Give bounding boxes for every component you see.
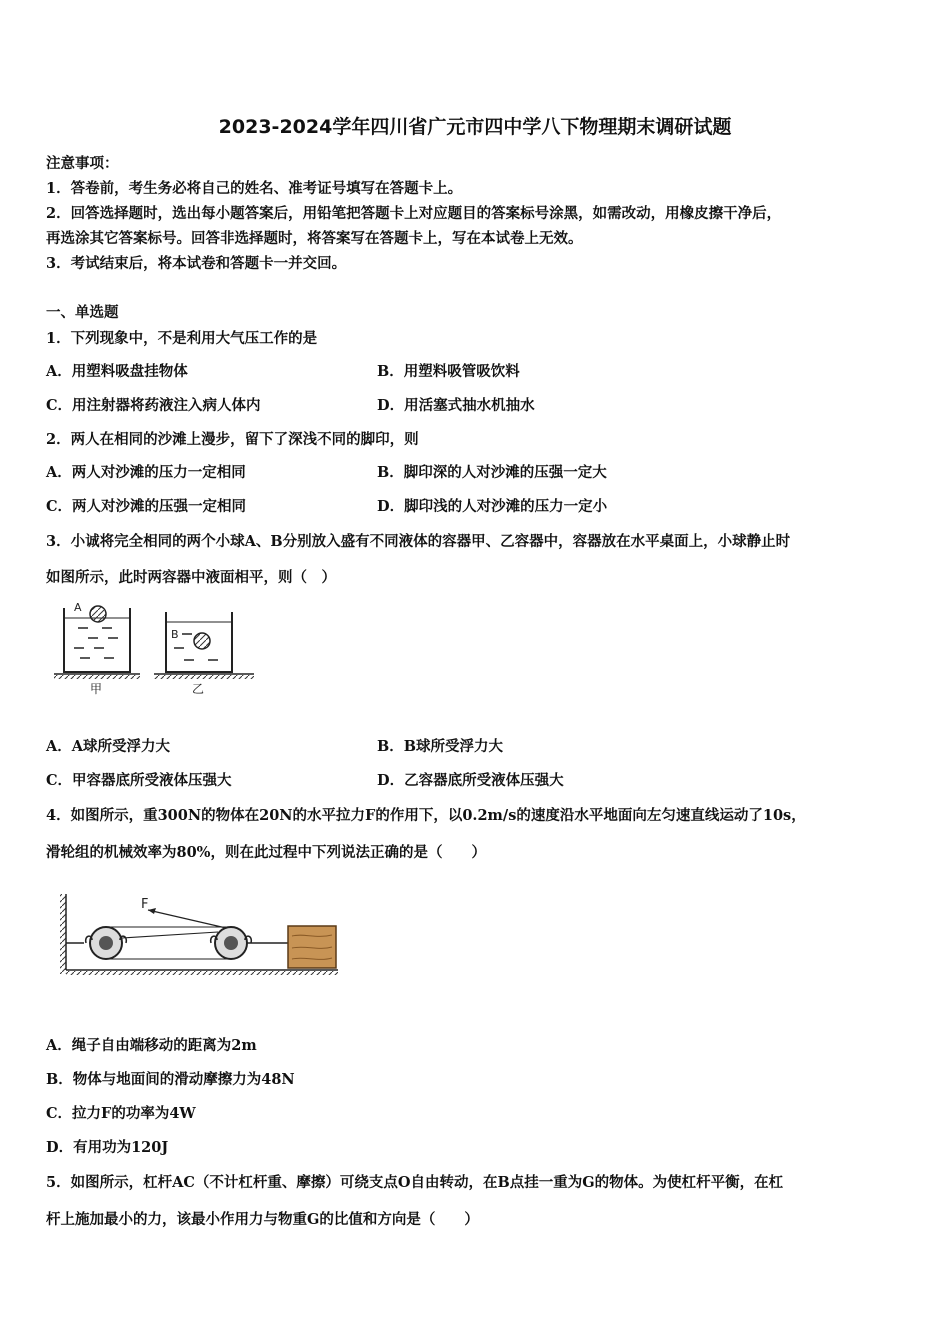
q2-option-a: A．两人对沙滩的压力一定相同 <box>46 464 246 481</box>
notice-item-3: 3．考试结束后，将本试卷和答题卡一并交回。 <box>46 255 347 272</box>
q1-option-b: B．用塑料吸管吸饮料 <box>377 363 520 380</box>
q4-option-c: C．拉力F的功率为4W <box>46 1105 196 1122</box>
page-title: 2023-2024学年四川省广元市四中学八下物理期末调研试题 <box>218 116 732 138</box>
q3-figure-containers <box>50 598 260 698</box>
q3-option-b: B．B球所受浮力大 <box>377 738 504 755</box>
q1-option-a: A．用塑料吸盘挂物体 <box>46 363 188 380</box>
q3-option-a: A．A球所受浮力大 <box>46 738 170 755</box>
q5-stem-line1: 5．如图所示，杠杆AC（不计杠杆重、摩擦）可绕支点O自由转动，在B点挂一重为G的物体。为使杠杆平衡，在杠 <box>46 1174 784 1191</box>
q4-option-d: D．有用功为120J <box>46 1139 169 1156</box>
ball-a <box>90 606 106 622</box>
container-jia <box>54 601 140 696</box>
q4-option-b: B．物体与地面间的滑动摩擦力为48N <box>46 1071 295 1088</box>
section-heading: 一、单选题 <box>46 304 119 321</box>
q1-option-c: C．用注射器将药液注入病人体内 <box>46 397 261 414</box>
ball-a-label: A <box>74 601 82 614</box>
q4-figure-pulley-system <box>56 888 346 983</box>
q2-option-d: D．脚印浅的人对沙滩的压力一定小 <box>377 498 608 515</box>
q3-stem-line2: 如图所示，此时两容器中液面相平，则（ ） <box>46 569 336 586</box>
q4-stem-line2: 滑轮组的机械效率为80%，则在此过程中下列说法正确的是（ ） <box>46 844 486 861</box>
notice-item-2-cont: 再选涂其它答案标号。回答非选择题时，将答案写在答题卡上，写在本试卷上无效。 <box>46 230 583 247</box>
q2-option-b: B．脚印深的人对沙滩的压强一定大 <box>377 464 607 481</box>
ball-b <box>194 633 210 649</box>
notice-item-2: 2．回答选择题时，选出每小题答案后，用铅笔把答题卡上对应题目的答案标号涂黑，如需改动，用橡皮擦干净后， <box>46 205 782 222</box>
notice-heading: 注意事项： <box>46 155 119 172</box>
q4-stem-line1: 4．如图所示，重300N的物体在20N的水平拉力F的作用下，以0.2m/s的速度沿水平地面向左匀速直线运动了10s， <box>46 807 806 824</box>
q3-option-d: D．乙容器底所受液体压强大 <box>377 772 564 789</box>
notice-item-1: 1．答卷前，考生务必将自己的姓名、准考证号填写在答题卡上。 <box>46 180 463 197</box>
container-yi <box>154 612 254 696</box>
ball-b-label: B <box>171 628 179 641</box>
container-jia-label: 甲 <box>90 682 103 696</box>
q1-option-d: D．用活塞式抽水机抽水 <box>377 397 535 414</box>
q2-option-c: C．两人对沙滩的压强一定相同 <box>46 498 247 515</box>
q1-stem: 1．下列现象中，不是利用大气压工作的是 <box>46 330 318 347</box>
force-label: F <box>141 897 149 912</box>
q3-option-c: C．甲容器底所受液体压强大 <box>46 772 232 789</box>
q5-stem-line2: 杆上施加最小的力，该最小作用力与物重G的比值和方向是（ ） <box>46 1211 479 1228</box>
container-yi-label: 乙 <box>192 682 205 696</box>
q4-option-a: A．绳子自由端移动的距离为2m <box>46 1037 257 1054</box>
q3-stem-line1: 3．小诚将完全相同的两个小球A、B分别放入盛有不同液体的容器甲、乙容器中，容器放在水平桌面上，小球静止时 <box>46 533 791 550</box>
q2-stem: 2．两人在相同的沙滩上漫步，留下了深浅不同的脚印，则 <box>46 431 419 448</box>
